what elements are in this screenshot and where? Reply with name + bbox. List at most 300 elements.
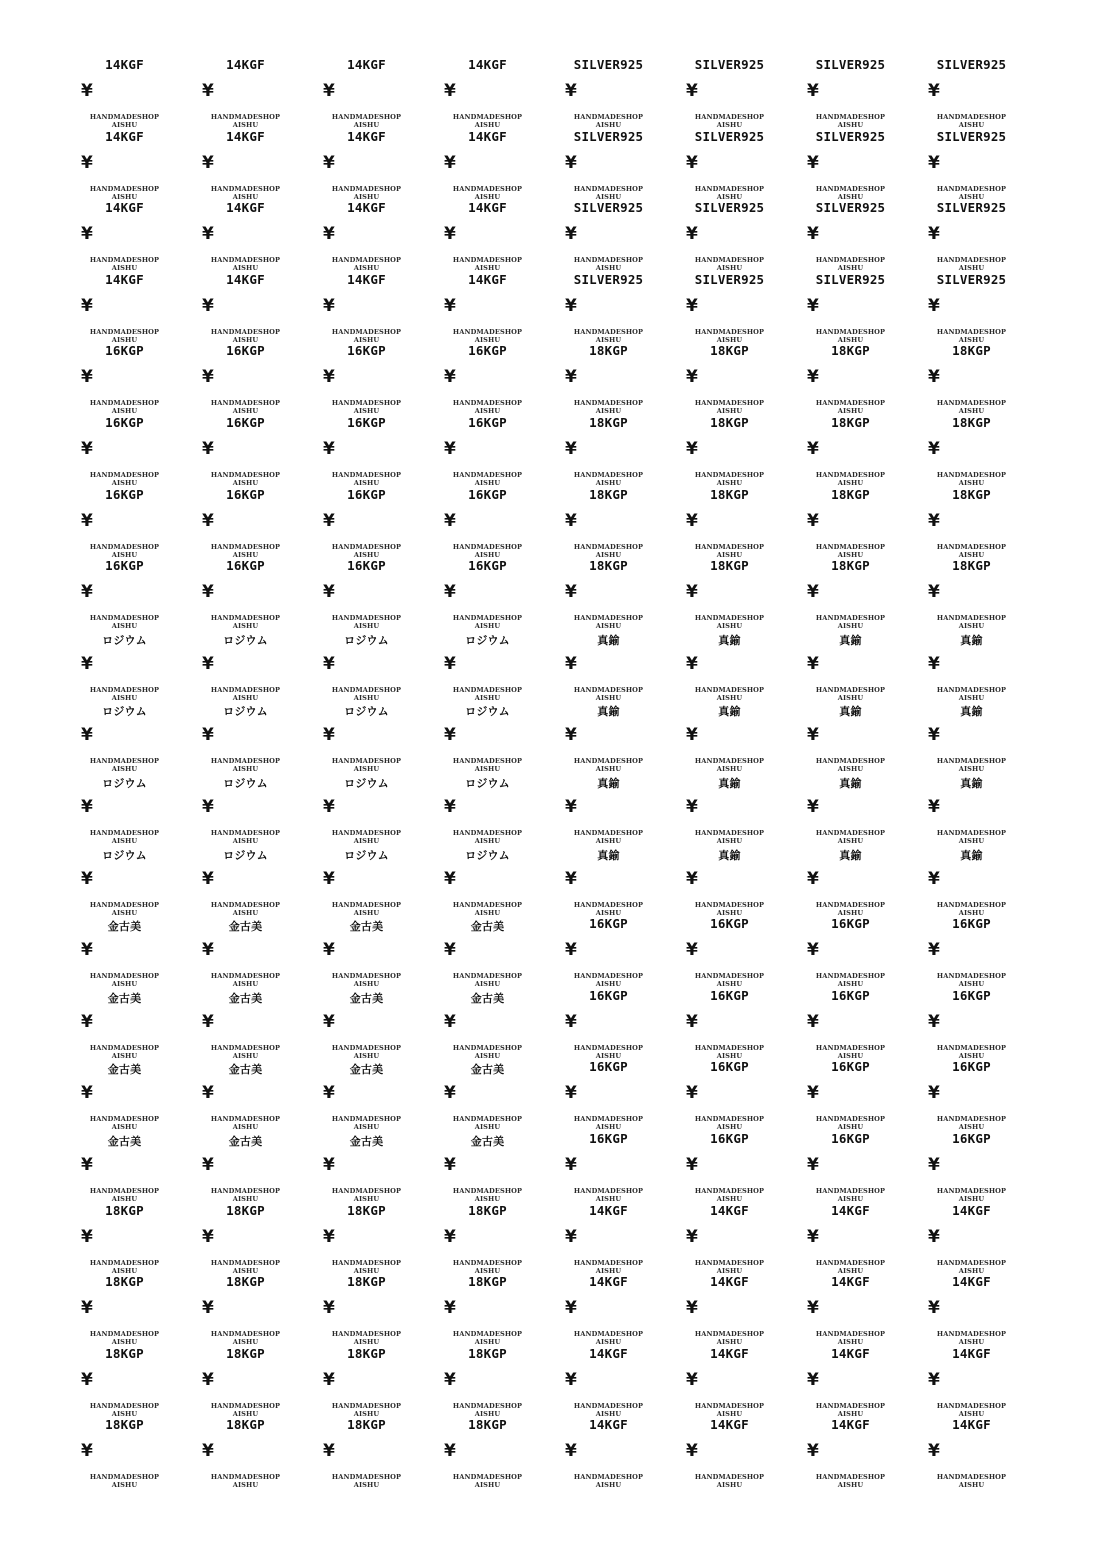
shop-name-line2: AISHU — [595, 908, 622, 917]
price-tag — [185, 1339, 306, 1418]
price-tag — [427, 694, 548, 774]
metal-label: 14KGF — [952, 1345, 991, 1361]
shop-name-line2: AISHU — [111, 836, 138, 845]
metal-label: ロジウム — [223, 705, 268, 719]
price-tag — [427, 122, 548, 201]
shop-name-line1: HANDMADESHOP — [210, 972, 281, 981]
shop-name-line1: HANDMADESHOP — [210, 184, 281, 193]
metal-label: SILVER925 — [573, 200, 644, 216]
price-tag — [548, 50, 669, 129]
price-tag — [185, 1196, 306, 1275]
price-yen-symbol: ¥ — [202, 725, 214, 746]
price-tag — [427, 1339, 548, 1418]
shop-name-line1: HANDMADESHOP — [452, 1473, 523, 1482]
metal-label: 14KGF — [226, 128, 265, 144]
price-tag — [64, 193, 185, 273]
price-yen-symbol: ¥ — [928, 510, 940, 531]
price-yen-symbol: ¥ — [565, 1011, 577, 1032]
shop-name-line1: HANDMADESHOP — [452, 1043, 523, 1052]
shop-name-line1: HANDMADESHOP — [210, 327, 281, 336]
price-tag — [669, 551, 790, 631]
shop-name-line2: AISHU — [716, 478, 743, 487]
metal-label: 真鍮 — [718, 776, 741, 790]
price-yen-symbol: ¥ — [807, 653, 819, 674]
price-yen-symbol: ¥ — [444, 582, 456, 603]
metal-label: 14KGF — [831, 1345, 870, 1361]
shop-name-line1: HANDMADESHOP — [936, 614, 1007, 623]
shop-name-line2: AISHU — [837, 1194, 864, 1203]
metal-label: SILVER925 — [573, 57, 644, 72]
shop-name-line1: HANDMADESHOP — [210, 1401, 281, 1410]
price-yen-symbol: ¥ — [444, 796, 456, 817]
price-yen-symbol: ¥ — [686, 1083, 698, 1104]
price-yen-symbol: ¥ — [81, 438, 93, 459]
shop-name-line1: HANDMADESHOP — [815, 614, 886, 623]
shop-name-line2: AISHU — [353, 1194, 380, 1203]
price-yen-symbol: ¥ — [928, 1441, 940, 1462]
shop-name-line2: AISHU — [837, 1051, 864, 1060]
shop-name-line1: HANDMADESHOP — [331, 1401, 402, 1410]
price-yen-symbol: ¥ — [444, 1226, 456, 1247]
shop-name-line1: HANDMADESHOP — [452, 900, 523, 909]
metal-label: 16KGP — [831, 1059, 870, 1075]
price-yen-symbol: ¥ — [565, 653, 577, 674]
shop-name-line2: AISHU — [474, 264, 501, 273]
shop-name-line1: HANDMADESHOP — [89, 685, 160, 694]
shop-name-line1: HANDMADESHOP — [936, 1115, 1007, 1124]
price-tag — [548, 1339, 669, 1418]
shop-name-line2: AISHU — [232, 1194, 259, 1203]
metal-label: 18KGP — [226, 1202, 265, 1218]
price-tag — [427, 909, 548, 989]
shop-name-line2: AISHU — [595, 1481, 622, 1490]
shop-name-line1: HANDMADESHOP — [331, 256, 402, 265]
price-yen-symbol: ¥ — [202, 653, 214, 674]
price-yen-symbol: ¥ — [928, 1369, 940, 1390]
shop-name-line2: AISHU — [716, 407, 743, 416]
shop-name-line2: AISHU — [353, 264, 380, 273]
shop-name-line2: AISHU — [111, 980, 138, 989]
shop-name-line1: HANDMADESHOP — [936, 900, 1007, 909]
shop-name-line1: HANDMADESHOP — [89, 900, 160, 909]
price-tag — [64, 1339, 185, 1418]
price-tag — [911, 1410, 1032, 1490]
shop-name-line1: HANDMADESHOP — [331, 1473, 402, 1482]
shop-name-line2: AISHU — [837, 908, 864, 917]
shop-name-line2: AISHU — [111, 1194, 138, 1203]
shop-name-line1: HANDMADESHOP — [210, 1258, 281, 1267]
shop-name-line1: HANDMADESHOP — [331, 1186, 402, 1195]
metal-label: 14KGF — [226, 200, 265, 216]
price-tag — [911, 551, 1032, 631]
metal-label: 18KGP — [226, 1345, 265, 1361]
shop-name-line2: AISHU — [716, 1266, 743, 1275]
price-tag — [185, 50, 306, 129]
price-yen-symbol: ¥ — [807, 438, 819, 459]
shop-name-line2: AISHU — [111, 264, 138, 273]
metal-label: 16KGP — [468, 486, 507, 502]
price-yen-symbol: ¥ — [565, 152, 577, 173]
shop-name-line2: AISHU — [595, 1266, 622, 1275]
shop-name-line2: AISHU — [232, 693, 259, 702]
price-yen-symbol: ¥ — [807, 295, 819, 316]
price-yen-symbol: ¥ — [928, 1154, 940, 1175]
price-yen-symbol: ¥ — [565, 725, 577, 746]
metal-label: ロジウム — [102, 633, 147, 647]
metal-label: 18KGP — [952, 558, 991, 574]
shop-name-line1: HANDMADESHOP — [210, 1043, 281, 1052]
metal-label: 18KGP — [710, 414, 749, 430]
shop-name-line2: AISHU — [111, 1266, 138, 1275]
shop-name-line1: HANDMADESHOP — [452, 470, 523, 479]
metal-label: 14KGF — [226, 57, 265, 72]
shop-name-line1: HANDMADESHOP — [573, 1186, 644, 1195]
price-tag — [911, 1124, 1032, 1203]
price-tag — [911, 981, 1032, 1060]
shop-name-line1: HANDMADESHOP — [936, 113, 1007, 121]
shop-name-line1: HANDMADESHOP — [89, 1258, 160, 1267]
price-tag — [64, 1196, 185, 1275]
price-yen-symbol: ¥ — [686, 940, 698, 961]
metal-label: 16KGP — [831, 987, 870, 1003]
metal-label: 金古美 — [107, 1134, 142, 1148]
metal-label: 金古美 — [349, 920, 384, 934]
shop-name-line1: HANDMADESHOP — [452, 828, 523, 837]
price-tag — [64, 50, 185, 129]
metal-label: 金古美 — [349, 991, 384, 1005]
metal-label: 18KGP — [226, 1417, 265, 1433]
shop-name-line1: HANDMADESHOP — [694, 757, 765, 766]
shop-name-line1: HANDMADESHOP — [815, 1115, 886, 1124]
shop-name-line2: AISHU — [716, 1194, 743, 1203]
price-tag — [669, 694, 790, 774]
shop-name-line1: HANDMADESHOP — [452, 1330, 523, 1339]
price-tag — [911, 1267, 1032, 1347]
price-yen-symbol: ¥ — [323, 725, 335, 746]
shop-name-line1: HANDMADESHOP — [331, 113, 402, 121]
shop-name-line1: HANDMADESHOP — [452, 256, 523, 265]
shop-name-line2: AISHU — [595, 1051, 622, 1060]
shop-name-line2: AISHU — [595, 1338, 622, 1347]
price-yen-symbol: ¥ — [686, 152, 698, 173]
price-yen-symbol: ¥ — [686, 224, 698, 245]
shop-name-line1: HANDMADESHOP — [210, 1186, 281, 1195]
shop-name-line2: AISHU — [716, 550, 743, 559]
price-tag — [306, 480, 427, 559]
metal-label: 14KGF — [105, 271, 144, 287]
price-tag — [548, 909, 669, 989]
shop-name-line2: AISHU — [474, 1123, 501, 1132]
metal-label: 18KGP — [589, 486, 628, 502]
metal-label: SILVER925 — [694, 128, 765, 144]
shop-name-line2: AISHU — [111, 1409, 138, 1418]
price-tag — [64, 1267, 185, 1347]
price-yen-symbol: ¥ — [202, 582, 214, 603]
shop-name-line1: HANDMADESHOP — [573, 1473, 644, 1482]
shop-name-line1: HANDMADESHOP — [89, 1401, 160, 1410]
price-yen-symbol: ¥ — [444, 224, 456, 245]
shop-name-line2: AISHU — [958, 192, 985, 201]
price-yen-symbol: ¥ — [686, 1441, 698, 1462]
shop-name-line2: AISHU — [111, 192, 138, 201]
price-yen-symbol: ¥ — [323, 1011, 335, 1032]
price-yen-symbol: ¥ — [928, 152, 940, 173]
shop-name-line2: AISHU — [958, 478, 985, 487]
metal-label: 18KGP — [831, 558, 870, 574]
metal-label: ロジウム — [344, 776, 389, 790]
shop-name-line1: HANDMADESHOP — [331, 1258, 402, 1267]
price-yen-symbol: ¥ — [928, 725, 940, 746]
price-tag — [306, 1196, 427, 1275]
price-yen-symbol: ¥ — [323, 367, 335, 388]
price-tag — [669, 766, 790, 845]
price-tag-sheet — [64, 50, 1032, 1490]
metal-label: ロジウム — [102, 848, 147, 862]
shop-name-line1: HANDMADESHOP — [89, 614, 160, 623]
shop-name-line2: AISHU — [353, 622, 380, 631]
price-tag — [669, 623, 790, 702]
shop-name — [306, 1473, 427, 1489]
price-yen-symbol: ¥ — [81, 1011, 93, 1032]
shop-name-line1: HANDMADESHOP — [452, 327, 523, 336]
shop-name-line2: AISHU — [716, 1338, 743, 1347]
metal-label: 金古美 — [228, 991, 263, 1005]
price-tag — [306, 1267, 427, 1347]
shop-name-line1: HANDMADESHOP — [815, 113, 886, 121]
metal-label: 18KGP — [710, 486, 749, 502]
shop-name-line1: HANDMADESHOP — [573, 1043, 644, 1052]
shop-name-line1: HANDMADESHOP — [694, 900, 765, 909]
price-tag — [185, 694, 306, 774]
shop-name-line2: AISHU — [474, 478, 501, 487]
price-tag — [185, 265, 306, 344]
shop-name-line1: HANDMADESHOP — [694, 399, 765, 408]
price-yen-symbol: ¥ — [686, 796, 698, 817]
metal-label: 16KGP — [831, 1130, 870, 1146]
shop-name-line2: AISHU — [837, 765, 864, 774]
shop-name-line2: AISHU — [474, 1338, 501, 1347]
price-tag — [306, 694, 427, 774]
metal-label: 14KGF — [589, 1274, 628, 1290]
shop-name-line1: HANDMADESHOP — [694, 972, 765, 981]
metal-label: 14KGF — [347, 128, 386, 144]
shop-name-line1: HANDMADESHOP — [89, 1473, 160, 1482]
shop-name-line2: AISHU — [595, 407, 622, 416]
price-yen-symbol: ¥ — [202, 1369, 214, 1390]
price-tag — [911, 838, 1032, 917]
shop-name-line2: AISHU — [595, 693, 622, 702]
metal-label: 16KGP — [952, 1059, 991, 1075]
price-yen-symbol: ¥ — [565, 1298, 577, 1319]
shop-name-line2: AISHU — [958, 335, 985, 344]
price-yen-symbol: ¥ — [444, 295, 456, 316]
metal-label: 16KGP — [105, 558, 144, 574]
shop-name-line1: HANDMADESHOP — [89, 399, 160, 408]
shop-name-line2: AISHU — [353, 192, 380, 201]
shop-name-line1: HANDMADESHOP — [694, 327, 765, 336]
metal-label: 真鍮 — [960, 633, 983, 647]
price-yen-symbol: ¥ — [81, 152, 93, 173]
shop-name-line2: AISHU — [232, 1481, 259, 1490]
price-yen-symbol: ¥ — [81, 653, 93, 674]
shop-name-line1: HANDMADESHOP — [815, 184, 886, 193]
price-yen-symbol: ¥ — [81, 796, 93, 817]
shop-name-line1: HANDMADESHOP — [573, 1330, 644, 1339]
price-yen-symbol: ¥ — [202, 224, 214, 245]
shop-name-line1: HANDMADESHOP — [573, 542, 644, 551]
shop-name-line2: AISHU — [111, 407, 138, 416]
shop-name-line2: AISHU — [232, 335, 259, 344]
price-yen-symbol: ¥ — [202, 940, 214, 961]
price-tag — [548, 265, 669, 344]
price-tag — [185, 909, 306, 989]
shop-name-line1: HANDMADESHOP — [936, 1186, 1007, 1195]
shop-name-line1: HANDMADESHOP — [210, 1473, 281, 1482]
price-yen-symbol: ¥ — [807, 1083, 819, 1104]
price-yen-symbol: ¥ — [202, 868, 214, 889]
shop-name-line1: HANDMADESHOP — [210, 256, 281, 265]
price-tag — [669, 1267, 790, 1347]
metal-label: 金古美 — [228, 1134, 263, 1148]
shop-name-line2: AISHU — [474, 765, 501, 774]
shop-name-line1: HANDMADESHOP — [452, 972, 523, 981]
shop-name-line1: HANDMADESHOP — [936, 972, 1007, 981]
shop-name-line2: AISHU — [232, 1266, 259, 1275]
metal-label: ロジウム — [223, 633, 268, 647]
price-yen-symbol: ¥ — [807, 1441, 819, 1462]
shop-name-line2: AISHU — [716, 1051, 743, 1060]
price-yen-symbol: ¥ — [686, 1154, 698, 1175]
shop-name-line1: HANDMADESHOP — [331, 1330, 402, 1339]
shop-name-line2: AISHU — [474, 1481, 501, 1490]
shop-name-line2: AISHU — [716, 1481, 743, 1490]
price-tag — [911, 909, 1032, 989]
price-yen-symbol: ¥ — [686, 868, 698, 889]
metal-label: 18KGP — [952, 343, 991, 359]
shop-name-line1: HANDMADESHOP — [694, 113, 765, 121]
shop-name-line1: HANDMADESHOP — [936, 184, 1007, 193]
metal-label: 真鍮 — [718, 705, 741, 719]
metal-label: ロジウム — [465, 705, 510, 719]
price-tag — [185, 1124, 306, 1203]
price-tag — [548, 1124, 669, 1203]
shop-name-line1: HANDMADESHOP — [89, 113, 160, 121]
shop-name-line2: AISHU — [111, 693, 138, 702]
shop-name-line1: HANDMADESHOP — [452, 614, 523, 623]
shop-name-line2: AISHU — [837, 550, 864, 559]
shop-name-line2: AISHU — [958, 908, 985, 917]
shop-name-line1: HANDMADESHOP — [331, 614, 402, 623]
price-yen-symbol: ¥ — [323, 1369, 335, 1390]
price-yen-symbol: ¥ — [928, 868, 940, 889]
price-yen-symbol: ¥ — [686, 438, 698, 459]
price-yen-symbol: ¥ — [807, 224, 819, 245]
shop-name-line1: HANDMADESHOP — [936, 828, 1007, 837]
shop-name-line1: HANDMADESHOP — [936, 327, 1007, 336]
shop-name-line2: AISHU — [232, 407, 259, 416]
shop-name-line1: HANDMADESHOP — [89, 542, 160, 551]
price-yen-symbol: ¥ — [565, 295, 577, 316]
price-yen-symbol: ¥ — [444, 1083, 456, 1104]
price-yen-symbol: ¥ — [202, 152, 214, 173]
price-tag — [790, 623, 911, 702]
price-yen-symbol: ¥ — [686, 1369, 698, 1390]
price-tag — [669, 1124, 790, 1203]
metal-label: 16KGP — [105, 414, 144, 430]
shop-name-line2: AISHU — [837, 1481, 864, 1490]
price-tag — [427, 623, 548, 702]
price-tag — [790, 1410, 911, 1490]
shop-name-line1: HANDMADESHOP — [452, 685, 523, 694]
metal-label: 16KGP — [226, 343, 265, 359]
shop-name-line1: HANDMADESHOP — [573, 972, 644, 981]
shop-name-line1: HANDMADESHOP — [936, 685, 1007, 694]
price-tag — [64, 1052, 185, 1132]
metal-label: ロジウム — [102, 776, 147, 790]
metal-label: 16KGP — [589, 1059, 628, 1075]
price-yen-symbol: ¥ — [928, 582, 940, 603]
metal-label: 14KGF — [710, 1417, 749, 1433]
shop-name-line2: AISHU — [232, 622, 259, 631]
metal-label: 16KGP — [589, 916, 628, 932]
metal-label: 18KGP — [105, 1274, 144, 1290]
metal-label: 金古美 — [228, 920, 263, 934]
shop-name-line2: AISHU — [353, 693, 380, 702]
metal-label: ロジウム — [465, 776, 510, 790]
price-tag — [427, 551, 548, 631]
price-yen-symbol: ¥ — [565, 367, 577, 388]
price-tag — [911, 623, 1032, 702]
metal-label: 14KGF — [226, 271, 265, 287]
price-tag — [548, 336, 669, 416]
shop-name-line2: AISHU — [232, 980, 259, 989]
shop-name-line1: HANDMADESHOP — [210, 470, 281, 479]
price-tag — [185, 480, 306, 559]
price-tag — [911, 408, 1032, 487]
price-tag — [669, 909, 790, 989]
price-yen-symbol: ¥ — [928, 1083, 940, 1104]
shop-name-line1: HANDMADESHOP — [210, 828, 281, 837]
shop-name-line1: HANDMADESHOP — [936, 1258, 1007, 1267]
price-tag — [548, 1052, 669, 1132]
price-tag — [185, 193, 306, 273]
shop-name-line2: AISHU — [595, 622, 622, 631]
metal-label: 18KGP — [831, 343, 870, 359]
metal-label: 16KGP — [952, 916, 991, 932]
price-yen-symbol: ¥ — [928, 224, 940, 245]
shop-name-line2: AISHU — [474, 836, 501, 845]
price-yen-symbol: ¥ — [444, 1298, 456, 1319]
metal-label: 金古美 — [228, 1063, 263, 1077]
metal-label: 真鍮 — [960, 848, 983, 862]
shop-name-line2: AISHU — [716, 1123, 743, 1132]
shop-name-line1: HANDMADESHOP — [815, 1473, 886, 1482]
shop-name-line2: AISHU — [716, 264, 743, 273]
shop-name-line1: HANDMADESHOP — [694, 256, 765, 265]
metal-label: 18KGP — [347, 1202, 386, 1218]
price-tag — [185, 122, 306, 201]
metal-label: SILVER925 — [936, 200, 1007, 216]
shop-name-line1: HANDMADESHOP — [815, 1401, 886, 1410]
price-tag — [64, 1124, 185, 1203]
metal-label: ロジウム — [344, 705, 389, 719]
price-tag — [306, 122, 427, 201]
shop-name-line1: HANDMADESHOP — [936, 399, 1007, 408]
price-yen-symbol: ¥ — [807, 868, 819, 889]
shop-name-line1: HANDMADESHOP — [815, 828, 886, 837]
shop-name-line1: HANDMADESHOP — [815, 1330, 886, 1339]
price-tag — [427, 265, 548, 344]
